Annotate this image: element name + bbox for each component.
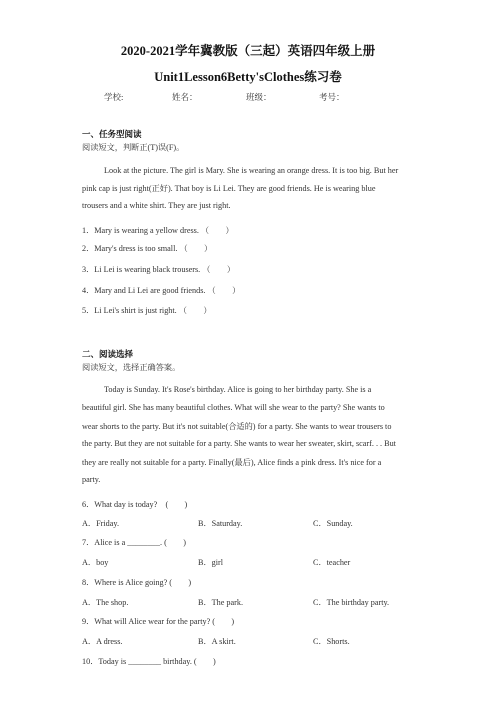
section1-passage-line: trousers and a white shirt. They are just right. [82, 201, 231, 210]
section1-instruction: 阅读短文，判断正(T)误(F)。 [82, 143, 185, 152]
option-a: A．A dress. [82, 637, 123, 646]
question-stem: 6．What day is today? ( ) [82, 500, 188, 509]
option-c: C．Sunday. [313, 519, 353, 528]
section1-passage-line: Look at the picture. The girl is Mary. She is wearing an orange dress. It is too big. But her [104, 166, 399, 175]
question-item: 4．Mary and Li Lei are good friends. （ ） [82, 286, 241, 295]
option-c: C．The birthday party. [313, 598, 390, 607]
option-a: A．The shop. [82, 598, 129, 607]
section2-passage-line: the party. But they are not suitable for a party. She wants to wear her sweater, skirt, scarf. . . But [82, 439, 396, 448]
section2-passage-line: party. [82, 475, 101, 484]
option-b: B．The park. [198, 598, 244, 607]
document-title: 2020-2021学年冀教版（三起）英语四年级上册 [120, 44, 376, 58]
question-stem: 9．What will Alice wear for the party? ( ) [82, 617, 235, 626]
field-school: 学校: [104, 92, 124, 102]
field-name: 姓名： [172, 92, 198, 102]
section1-heading: 一、任务型阅读 [82, 129, 142, 139]
field-exam-number: 考号： [319, 92, 345, 102]
section2-instruction: 阅读短文，选择正确答案。 [82, 363, 181, 372]
option-a: A．Friday. [82, 519, 119, 528]
option-b: B．girl [198, 558, 224, 567]
field-class: 班级： [246, 92, 272, 102]
document-subtitle: Unit1Lesson6Betty'sClothes练习卷 [154, 70, 342, 84]
section2-heading: 二、阅读选择 [82, 349, 134, 359]
section1-passage-line: pink cap is just right(正好). That boy is Li Lei. They are good friends. He is wearing blue [82, 184, 376, 193]
section2-passage-line: Today is Sunday. It's Rose's birthday. Alice is going to her birthday party. She is a [104, 385, 372, 394]
question-stem: 8．Where is Alice going? ( ) [82, 578, 192, 587]
question-stem: 7．Alice is a ________. ( ) [82, 538, 186, 547]
question-item: 2．Mary's dress is too small. （ ） [82, 244, 213, 253]
section2-passage-line: wear shorts to the party. But it's not suitable(合适的) for a party. She wants to wear trousers to [82, 422, 392, 431]
option-c: C．Shorts. [313, 637, 350, 646]
section2-passage-line: beautiful girl. She has many beautiful clothes. What will she wear to the party? She wants to [82, 403, 385, 412]
question-item: 1．Mary is wearing a yellow dress. （ ） [82, 226, 234, 235]
question-item: 3．Li Lei is wearing black trousers. （ ） [82, 265, 236, 274]
option-b: B．Saturday. [198, 519, 243, 528]
option-b: B．A skirt. [198, 637, 236, 646]
option-c: C．teacher [313, 558, 351, 567]
section2-passage-line: they are really not suitable for a party. Finally(最后), Alice finds a pink dress. It's nice for a [82, 458, 382, 467]
question-stem: 10．Today is ________ birthday. ( ) [82, 657, 216, 666]
question-item: 5．Li Lei's shirt is just right. （ ） [82, 306, 212, 315]
option-a: A．boy [82, 558, 109, 567]
